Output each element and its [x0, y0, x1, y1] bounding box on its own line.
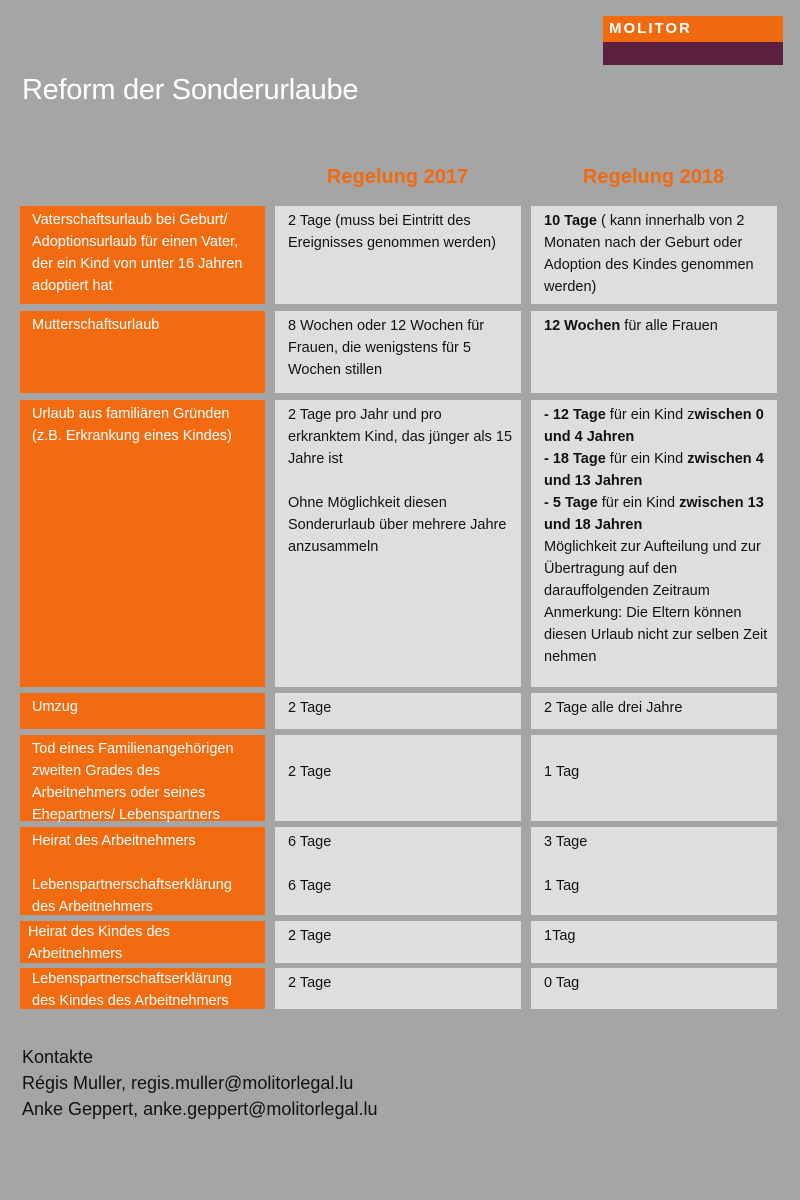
value-mid: für ein Kind [605, 451, 688, 467]
row-label-todesfall: Tod eines Familienangehörigen zweiten Grades des Arbeitnehmers oder seines Ehepartners/ Lebenspartners [20, 735, 265, 821]
row-2017-heirat-kind [275, 921, 521, 963]
value-line: Ohne Möglichkeit diesen Sonderurlaub über mehrere Jahre anzusammeln [288, 495, 507, 555]
value-line [288, 739, 513, 761]
row-2018-heirat-kind [531, 921, 777, 963]
value-bold: 10 Tage [544, 213, 597, 229]
value-line [544, 210, 769, 298]
value-line: 6 Tage [288, 878, 332, 894]
value-bold: zwischen 4 und 13 Jahren [544, 451, 764, 489]
row-label-mutterschaftsurlaub: Mutterschaftsurlaub [20, 311, 265, 393]
value-line [544, 853, 769, 875]
value-line: 3 Tage [544, 834, 588, 850]
value-line [288, 470, 513, 492]
value-line [544, 315, 769, 337]
row-label-umzug: Umzug [20, 693, 265, 729]
contact-line: Anke Geppert, anke.geppert@molitorlegal.lu [22, 1099, 378, 1119]
row-2018-familiaere-gruende [531, 400, 777, 687]
logo-text: MOLITOR [603, 16, 783, 42]
value-mid: für ein Kind [597, 495, 680, 511]
value-line: Anmerkung: Die Eltern können diesen Urlaub nicht zur selben Zeit nehmen [544, 605, 768, 665]
value-line: 2 Tage alle drei Jahre [544, 700, 683, 716]
value-line: 2 Tage (muss bei Eintritt des Ereignisses genommen werden) [288, 213, 496, 251]
value-bold: - 5 Tage [544, 495, 598, 511]
row-2017-heirat-arbeitnehmer [275, 827, 521, 915]
value-line: Möglichkeit zur Aufteilung und zur Übertragung auf den darauffolgenden Zeitraum [544, 539, 761, 599]
label-spacer [32, 852, 257, 874]
row-label-familiaere-gruende: Urlaub aus familiären Gründen (z.B. Erkrankung eines Kindes) [20, 400, 265, 687]
value-line: 1 Tag [544, 764, 580, 780]
value-line: 1Tag [544, 928, 576, 944]
value-line: 2 Tage [288, 928, 332, 944]
row-2017-todesfall [275, 735, 521, 821]
row-2017-umzug [275, 693, 521, 729]
value-bold: - 12 Tage [544, 407, 606, 423]
value-line [544, 492, 769, 536]
label-line: Lebenspartnerschaftserklärung des Arbeitnehmers [32, 877, 232, 915]
row-2018-vaterschaftsurlaub [531, 206, 777, 304]
row-2018-umzug [531, 693, 777, 729]
row-label-vaterschaftsurlaub: Vaterschaftsurlaub bei Geburt/ Adoptionsurlaub für einen Vater, der ein Kind von unter 16 Jahren adoptiert hat [20, 206, 265, 304]
row-2017-vaterschaftsurlaub [275, 206, 521, 304]
value-line [544, 404, 769, 448]
value-line [288, 853, 513, 875]
value-line [544, 448, 769, 492]
value-rest: ( kann innerhalb von 2 Monaten nach der Geburt oder Adoption des Kindes genommen werden) [544, 213, 754, 295]
row-label-heirat-arbeitnehmer [20, 827, 265, 915]
value-line: 2 Tage [288, 975, 332, 991]
value-bold: wischen 0 und 4 Jahren [544, 407, 764, 445]
row-2017-mutterschaftsurlaub [275, 311, 521, 393]
value-bold: zwischen 13 und 18 Jahren [544, 495, 764, 533]
row-2018-todesfall [531, 735, 777, 821]
value-line: 0 Tag [544, 975, 580, 991]
row-label-lebenspartnerschaft-kind: Lebenspartnerschaftserklärung des Kindes des Arbeitnehmers [20, 968, 265, 1009]
row-2017-lebenspartnerschaft-kind [275, 968, 521, 1009]
contacts-heading: Kontakte [22, 1047, 94, 1067]
value-rest: für alle Frauen [620, 318, 718, 334]
row-2018-heirat-arbeitnehmer [531, 827, 777, 915]
row-2017-familiaere-gruende [275, 400, 521, 687]
molitor-logo [603, 16, 783, 65]
value-mid: für ein Kind z [605, 407, 695, 423]
column-header-2018: Regelung 2018 [582, 166, 725, 188]
logo-bar [603, 42, 783, 65]
page-title: Reform der Sonderurlaube [22, 74, 359, 106]
value-line: 6 Tage [288, 834, 332, 850]
contacts-block [22, 1044, 377, 1122]
value-line: 2 Tage [288, 764, 332, 780]
value-line: 8 Wochen oder 12 Wochen für Frauen, die wenigstens für 5 Wochen stillen [288, 318, 485, 378]
row-2018-lebenspartnerschaft-kind [531, 968, 777, 1009]
row-label-heirat-kind: Heirat des Kindes des Arbeitnehmers [20, 921, 265, 963]
value-bold: 12 Wochen [544, 318, 621, 334]
row-2018-mutterschaftsurlaub [531, 311, 777, 393]
value-bold: - 18 Tage [544, 451, 606, 467]
column-header-2017: Regelung 2017 [326, 166, 469, 188]
value-line: 2 Tage [288, 700, 332, 716]
value-line [544, 739, 769, 761]
label-line: Heirat des Arbeitnehmers [32, 833, 196, 849]
contact-line: Régis Muller, regis.muller@molitorlegal.lu [22, 1073, 354, 1093]
value-line: 1 Tag [544, 878, 580, 894]
value-line: 2 Tage pro Jahr und pro erkranktem Kind, das jünger als 15 Jahre ist [288, 407, 513, 467]
